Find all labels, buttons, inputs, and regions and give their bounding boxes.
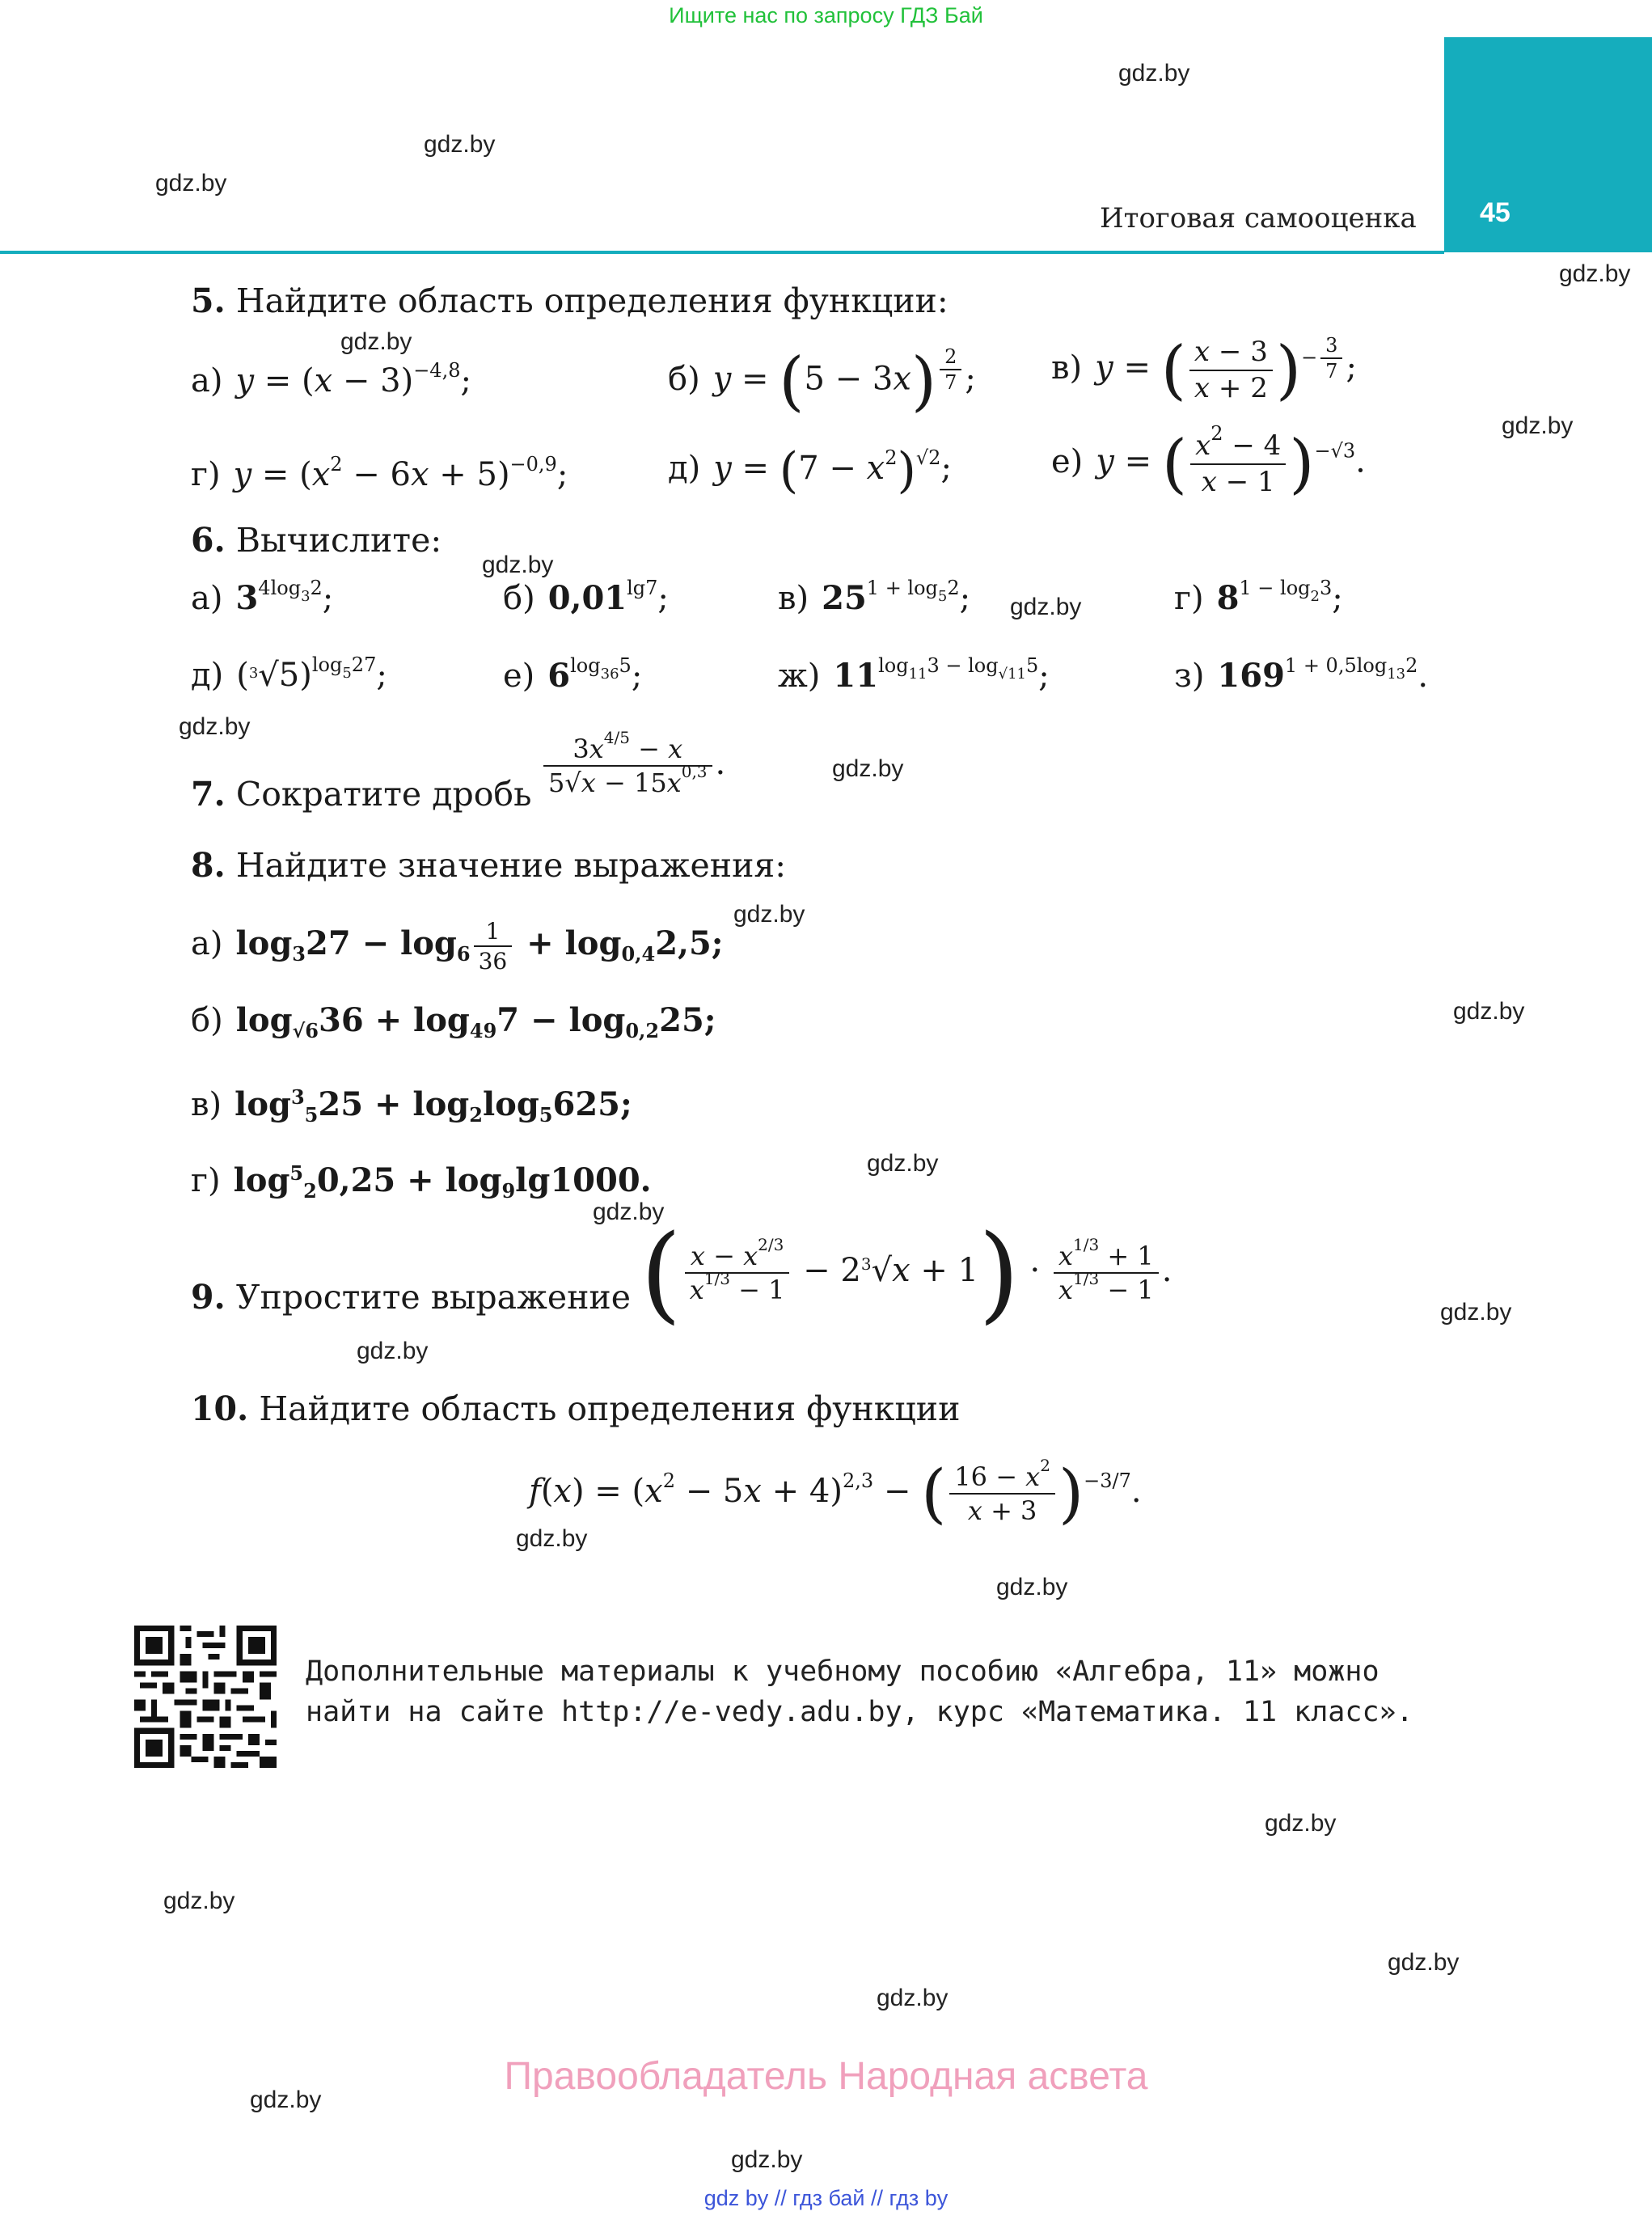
task-6g: г) $8^{1 - log_23}$; (1174, 577, 1343, 617)
running-head: Итоговая самооценка (1100, 202, 1417, 235)
task-8v: в) $\log^3_525 + \log_2\log_5625$; (191, 1085, 632, 1127)
task-5-heading: 5. Найдите область определения функции: (191, 281, 949, 320)
task-8-heading: 8. Найдите значение выражения: (191, 846, 787, 885)
qr-code-icon (134, 1626, 277, 1768)
bottom-links[interactable]: gdz by // гдз бай // гдз by (703, 2186, 949, 2210)
task-5g: г) $y = (x^2 - 6x + 5)^{-0,9}$; (191, 453, 568, 493)
copyright-notice: Правообладатель Народная асвета (504, 2055, 1148, 2098)
watermark: gdz.by (877, 1985, 949, 2011)
watermark: gdz.by (1502, 412, 1574, 439)
task-6b: б) $0,01^{lg7}$; (503, 577, 669, 617)
task-8b: б) $\log_{√6}36 + \log_{49}7 - \log_{0,2}25$; (191, 1001, 716, 1042)
watermark: gdz.by (867, 1150, 939, 1177)
task-7-fraction: $\frac{3x^{4/5} - x}{5√x - 15x^{0,3}}$ . (540, 733, 725, 799)
watermark: gdz.by (832, 755, 904, 782)
task-10-function: $f(x) = (x^2 - 5x + 4)^{2,3}$ − ( $\frac{16 - x^2}{x + 3}$ )$^{-3/7}$. (529, 1456, 1142, 1531)
watermark: gdz.by (155, 170, 227, 197)
task-8g: г) $\log^5_20,25 + \log_9\lg 1000$. (191, 1161, 652, 1203)
watermark: gdz.by (1388, 1949, 1460, 1976)
watermark: gdz.by (340, 328, 412, 355)
task-6a: а) $3^{4log_32}$; (191, 577, 334, 617)
watermark: gdz.by (733, 901, 805, 928)
top-banner: Ищите нас по запросу ГДЗ Бай (669, 3, 983, 27)
watermark: gdz.by (1440, 1299, 1512, 1326)
page-number-block (1444, 37, 1652, 252)
watermark: gdz.by (731, 2146, 803, 2173)
task-6e: е) $6^{log_{36}5}$; (503, 654, 643, 695)
task-6d: д) $(^3√5)^{log_527}$; (191, 653, 387, 694)
watermark: gdz.by (1453, 998, 1525, 1025)
header-rule (0, 251, 1444, 254)
watermark: gdz.by (1559, 260, 1631, 287)
task-5v: в) y = ( $\frac{x - 3}{x + 2}$ )$^{- \frac{3}{7}}$ ; (1051, 332, 1357, 408)
watermark: gdz.by (1265, 1810, 1337, 1837)
watermark: gdz.by (250, 2087, 322, 2113)
watermark: gdz.by (996, 1574, 1068, 1600)
task-5b: б) y = (5 − 3x) $^{\frac{2}{7}}$ ; (668, 343, 976, 419)
task-9-heading: 9. Упростите выражение (191, 1278, 631, 1317)
watermark: gdz.by (357, 1338, 429, 1364)
task-7-heading: 7. Сократите дробь (191, 775, 532, 814)
watermark: gdz.by (163, 1888, 235, 1914)
task-5e: е) y = ( $\frac{x^2 - 4}{x - 1}$ )$^{-√3}$. (1051, 422, 1366, 501)
task-8a: а) $\log_327 - \log_6$ $\frac{1}{36}$ + $\log_{0,4}2,5$; (191, 918, 724, 975)
page-number: 45 (1480, 197, 1510, 228)
task-6zh: ж) $11^{log_{11}3 - log_{√11}5}$; (778, 654, 1050, 695)
watermark: gdz.by (424, 131, 496, 158)
watermark: gdz.by (179, 713, 251, 740)
watermark: gdz.by (516, 1525, 588, 1552)
task-5d: д) $y = (7 - x^2)^{√2}$; (668, 442, 952, 499)
task-10-heading: 10. Найдите область определения функции (191, 1389, 961, 1428)
task-5a: а) $y = (x - 3)^{-4,8}$; (191, 359, 471, 400)
watermark: gdz.by (1010, 594, 1082, 620)
watermark: gdz.by (482, 552, 554, 578)
additional-materials-note: Дополнительные материалы к учебному пособию «Алгебра, 11» можно найти на сайте http://e-vedy.adu.by, курс «Математика. 11 класс». (306, 1655, 1413, 1728)
task-6-heading: 6. Вычислите: (191, 521, 442, 560)
watermark: gdz.by (593, 1199, 665, 1225)
task-9-expression: ( $\frac{x - x^{2/3}}{x^{1/3} - 1}$ − $2^3√x + 1$) · $\frac{x^{1/3} + 1}{x^{1/3} - 1}$ . (640, 1211, 1172, 1334)
task-6v: в) $25^{1 + log_52}$; (778, 577, 971, 617)
task-6z: з) $169^{1 + 0,5log_{13}2}$. (1174, 654, 1429, 695)
watermark: gdz.by (1118, 60, 1190, 87)
